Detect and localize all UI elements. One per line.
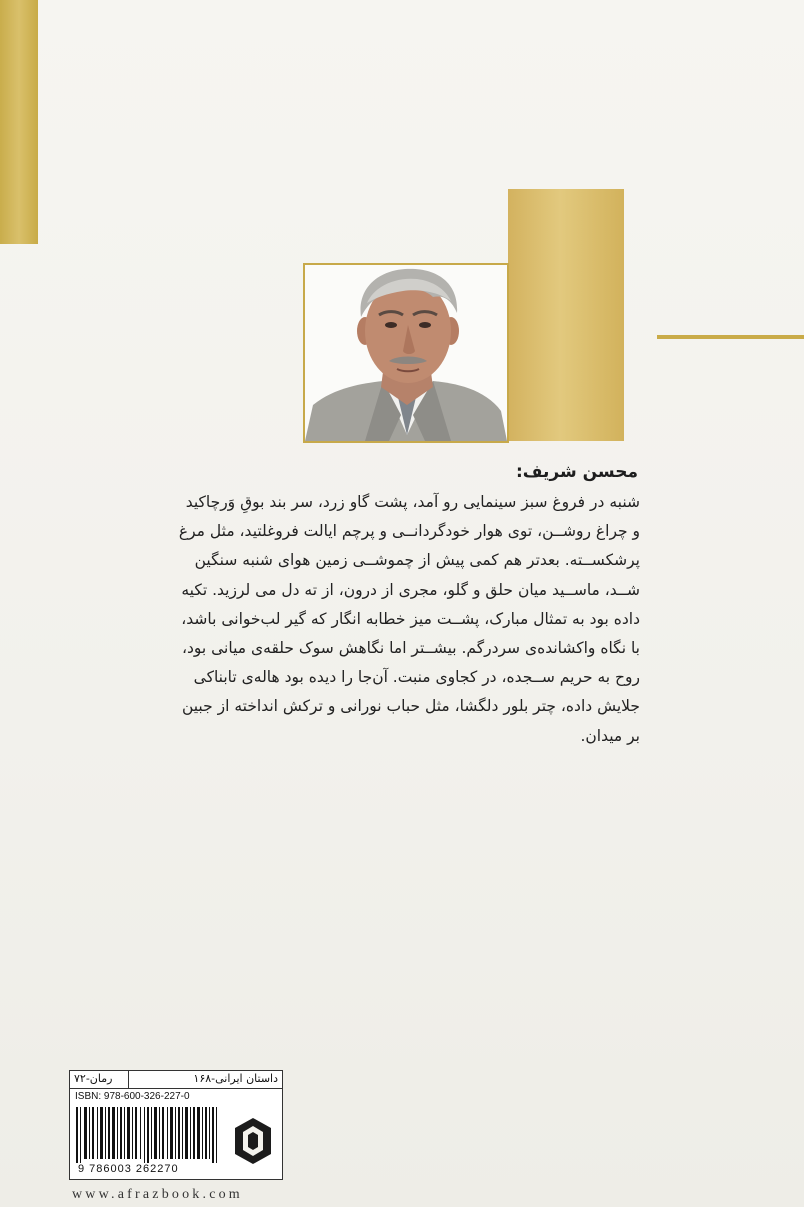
series-label: داستان ایرانی-۱۶۸	[193, 1072, 278, 1085]
blurb-line: با نگاه واکشانده‌ی سردرگم. بیشــتر اما نگاهش سوک حلقه‌ی میانی بود،	[181, 638, 640, 657]
isbn-text: ISBN: 978-600-326-227-0	[75, 1091, 190, 1102]
blurb-line: بر میدان.	[580, 726, 640, 745]
gold-accent-line	[657, 335, 804, 339]
gold-spine-strip	[0, 0, 38, 244]
blurb-line: شنبه در فروغ سبز سینمایی رو آمد، پشت گاو زرد، سر بند بوقِ وَرچاکید	[185, 493, 640, 511]
author-photo	[303, 263, 509, 443]
afraz-logo-icon	[233, 1116, 273, 1166]
author-name: محسن شریف:	[515, 462, 638, 482]
blurb-line: شــد، ماســید میان حلق و گلو، مجری از درون، از ته دل می لرزید. تکیه	[181, 580, 640, 599]
gold-accent-block	[508, 189, 624, 441]
publisher-website[interactable]: www.afrazbook.com	[72, 1187, 243, 1202]
blurb-text	[125, 488, 640, 751]
barcode-icon	[76, 1107, 226, 1163]
series-divider	[128, 1071, 129, 1088]
barcode-digits: 9 786003 262270	[78, 1163, 179, 1175]
blurb-line: و چراغ روشــن، توی هوار خودگردانــی و پرچم ایالت فروغلتید، مثل مرغ	[178, 522, 640, 541]
series-row	[70, 1071, 282, 1089]
blurb-line: داده بود به تمثال مبارک، پشــت میز خطابه انگار که گیر لب‌خوانی باشد،	[181, 609, 640, 628]
blurb-line: جلایش داده، چتر بلور دلگشا، مثل حباب نورانی و ترکش انداخته از جبین	[181, 697, 640, 716]
genre-label: رمان-۷۲	[74, 1072, 113, 1085]
blurb-line: پرشکســته. بعدتر هم کمی پیش از چموشــی زمین هوای شنبه سنگین	[194, 551, 640, 570]
author-portrait-icon	[305, 265, 507, 441]
blurb-line: روح به حریم ســجده، در کجاوی منبت. آن‌جا را دیده بود هاله‌ی تابناکی	[193, 668, 640, 687]
